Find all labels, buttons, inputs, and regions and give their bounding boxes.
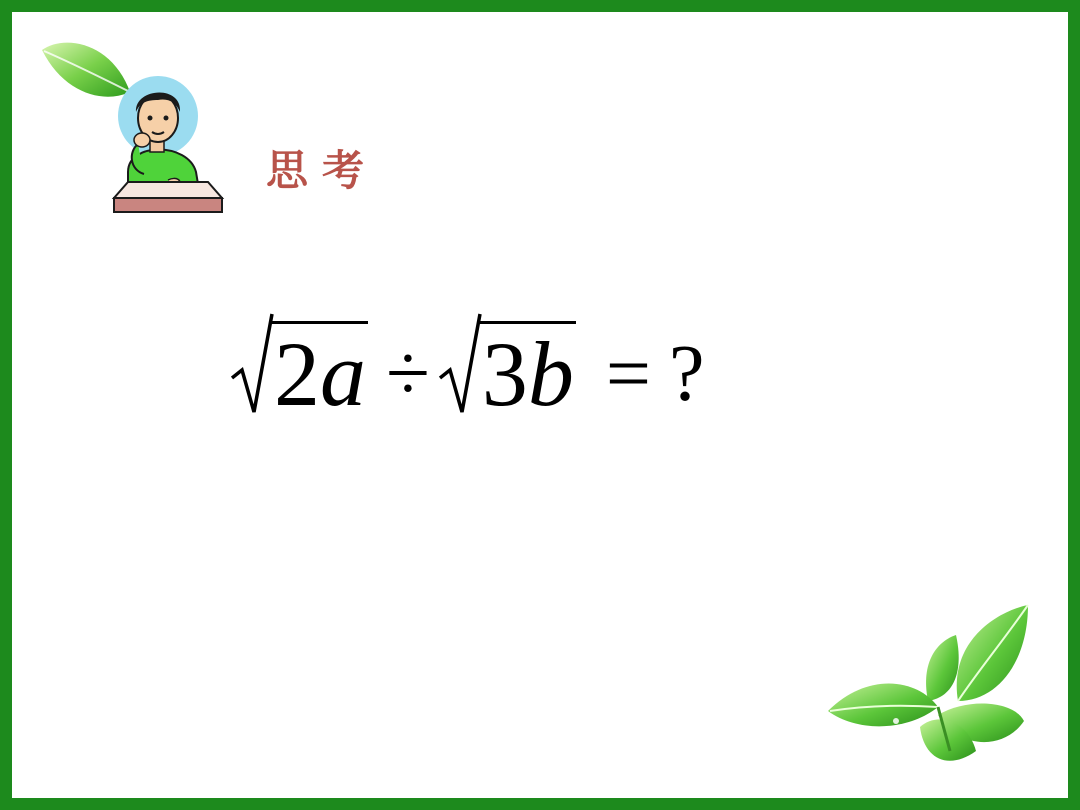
equation bbox=[230, 290, 705, 425]
square-root-term-2 bbox=[438, 312, 576, 425]
radical-sign-icon bbox=[230, 312, 274, 420]
radicand-2 bbox=[480, 321, 576, 425]
divide-symbol: ÷ bbox=[386, 330, 430, 418]
radicand-2-number: 3 bbox=[481, 323, 528, 425]
question-symbol: ? bbox=[669, 330, 705, 418]
radicand-1 bbox=[272, 321, 368, 425]
radicand-2-variable: b bbox=[527, 323, 574, 425]
radical-sign-icon bbox=[438, 312, 482, 420]
radicand-1-number: 2 bbox=[274, 323, 320, 425]
equals-symbol: = bbox=[605, 330, 652, 418]
leaves-cluster-icon bbox=[828, 601, 1038, 776]
square-root-term-1 bbox=[230, 312, 368, 425]
thinking-person-icon bbox=[98, 72, 238, 222]
slide-title: 思考 bbox=[266, 146, 379, 195]
radicand-1-variable: a bbox=[320, 323, 366, 425]
